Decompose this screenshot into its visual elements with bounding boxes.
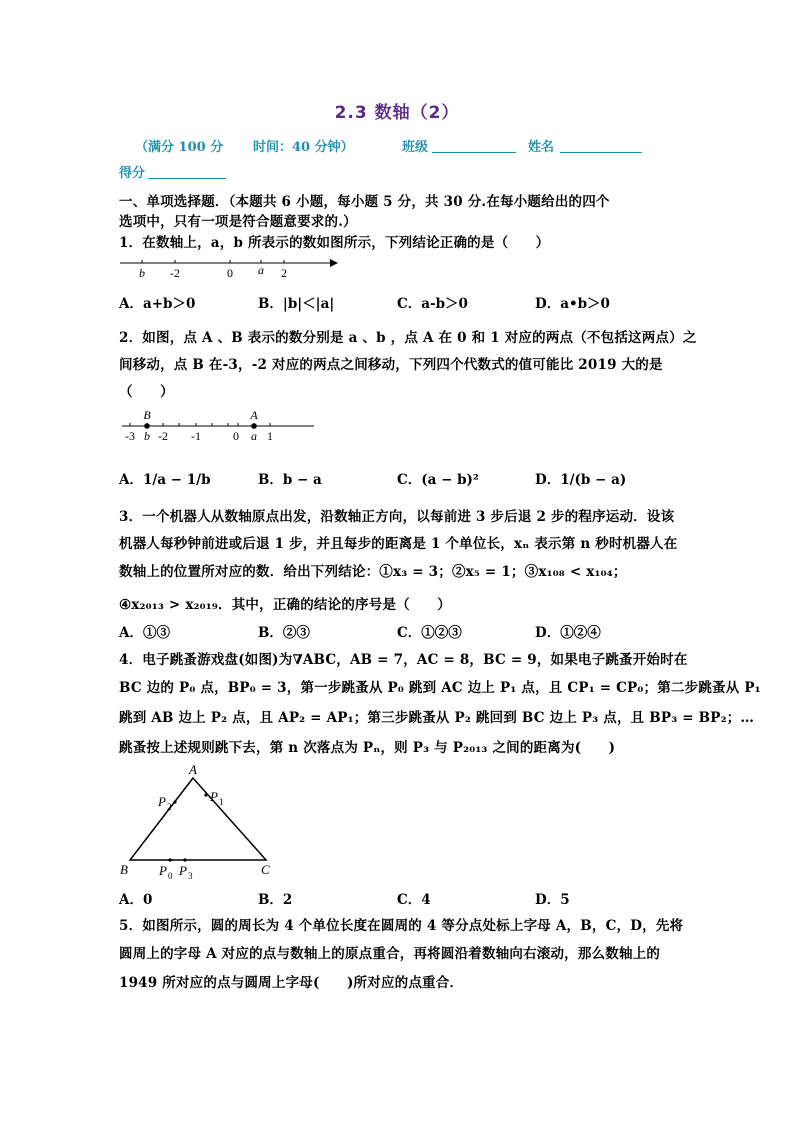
q4-stem-line4: 跳蚤按上述规则跳下去，第 n 次落点为 Pₙ，则 P₃ 与 P₂₀₁₃ 之间的距离为( ) xyxy=(119,740,616,756)
q2-option-d[interactable]: D．1/(b − a) xyxy=(535,472,627,488)
vertex-label-b: B xyxy=(120,862,128,877)
point-label-p2: P xyxy=(158,794,166,809)
q4-triangle-figure xyxy=(115,760,290,880)
q2-tick-label: a xyxy=(251,429,257,443)
time-label: 时间：40 分钟） xyxy=(253,140,354,155)
q2-stem-line3: （ ） xyxy=(119,384,174,400)
q1-option-a[interactable]: A．a+b＞0 xyxy=(119,296,196,312)
q3-stem-line1: 3．一个机器人从数轴原点出发，沿数轴正方向，以每前进 3 步后退 2 步的程序运动．设该 xyxy=(119,509,675,525)
q2-tick-label: -1 xyxy=(191,429,201,443)
point-sub-p0: 0 xyxy=(168,871,173,880)
q3-option-b[interactable]: B．②③ xyxy=(258,625,310,641)
q2-stem-line1: 2．如图，点 A 、B 表示的数分别是 a 、b ，点 A 在 0 和 1 对应的两点（不包括这两点）之 xyxy=(119,330,697,346)
q3-stem-line3: 数轴上的位置所对应的数．给出下列结论：①x₃ = 3；②x₅ = 1；③x₁₀₈ < x₁₀₄； xyxy=(119,564,627,580)
point-sub-p2: 2 xyxy=(167,802,172,812)
vertex-label-c: C xyxy=(261,862,270,877)
q4-option-d[interactable]: D．5 xyxy=(535,892,570,908)
q1-option-b[interactable]: B．|b|＜|a| xyxy=(258,296,335,312)
point-sub-p3: 3 xyxy=(188,871,193,880)
q2-number-line xyxy=(118,408,318,444)
q4-stem-line1: 4．电子跳蚤游戏盘(如图)为∇ABC，AB = 7，AC = 8，BC = 9，如果电子跳蚤开始时在 xyxy=(119,652,688,668)
q4-option-b[interactable]: B．2 xyxy=(258,892,293,908)
class-label: 班级 xyxy=(402,140,429,155)
vertex-label-a: A xyxy=(189,762,197,777)
q1-axis-label: b xyxy=(139,266,145,280)
q1-stem: 1．在数轴上，a，b 所表示的数如图所示，下列结论正确的是（ ） xyxy=(119,235,550,251)
score-label: 得分 xyxy=(119,166,146,181)
q4-stem-line2: BC 边的 P₀ 点，BP₀ = 3，第一步跳蚤从 P₀ 跳到 AC 边上 P₁ 点，且 CP₁ = CP₀；第二步跳蚤从 P₁ xyxy=(119,680,761,696)
full-score-label: （满分 100 分 xyxy=(135,140,224,155)
q2-stem-line2: 间移动，点 B 在-3，-2 对应的两点之间移动，下列四个代数式的值可能比 2019 大的是 xyxy=(119,357,663,373)
q2-tick-label: -3 xyxy=(125,429,135,443)
triangle-abc xyxy=(130,778,266,860)
name-blank[interactable] xyxy=(560,138,642,153)
q3-stem-line4: ④x₂₀₁₃ > x₂₀₁₉．其中，正确的结论的序号是（ ） xyxy=(119,597,451,613)
q2-option-a[interactable]: A．1/a − 1/b xyxy=(119,472,211,488)
point-label-p3: P xyxy=(179,863,187,878)
point-sub-p1: 1 xyxy=(219,797,224,807)
q3-stem-line2: 机器人每秒钟前进或后退 1 步，并且每步的距离是 1 个单位长，xₙ 表示第 n 秒时机器人在 xyxy=(119,536,678,552)
point-label-p1: P xyxy=(210,789,218,804)
q2-tick-label: -2 xyxy=(158,429,168,443)
q1-option-d[interactable]: D．a•b＞0 xyxy=(535,296,610,312)
section-heading-line2: 选项中，只有一项是符合题意要求的.） xyxy=(119,214,357,230)
q2-option-c[interactable]: C．(a − b)² xyxy=(397,472,479,488)
q2-option-b[interactable]: B．b − a xyxy=(258,472,322,488)
q1-axis-label: 2 xyxy=(281,266,287,280)
q2-tick-label: 1 xyxy=(267,429,273,443)
name-label: 姓名 xyxy=(528,140,555,155)
q3-option-d[interactable]: D．①②④ xyxy=(535,625,601,641)
q1-axis-label: -2 xyxy=(170,266,180,280)
q4-option-a[interactable]: A．0 xyxy=(119,892,153,908)
q2-point-label: B xyxy=(143,408,151,422)
q2-point-label: A xyxy=(250,408,258,422)
page-title: 2.3 数轴（2） xyxy=(334,103,460,123)
q1-axis-label: 0 xyxy=(227,266,233,280)
q2-point-b xyxy=(144,423,150,429)
q4-option-c[interactable]: C．4 xyxy=(397,892,431,908)
class-blank[interactable] xyxy=(432,138,516,153)
q1-option-c[interactable]: C．a-b＞0 xyxy=(397,296,468,312)
q2-tick-label: b xyxy=(144,429,150,443)
q2-tick-label: 0 xyxy=(233,429,239,443)
q1-axis-label: a xyxy=(258,263,264,277)
q3-option-c[interactable]: C．①②③ xyxy=(397,625,462,641)
q5-stem-line3: 1949 所对应的点与圆周上字母( )所对应的点重合． xyxy=(119,975,464,991)
q5-stem-line1: 5．如图所示，圆的周长为 4 个单位长度在圆周的 4 等分点处标上字母 A，B，C，D，先将 xyxy=(119,918,684,934)
section-heading-line1: 一、单项选择题．（本题共 6 小题，每小题 5 分，共 30 分.在每小题给出的四个 xyxy=(119,194,610,210)
q1-number-line xyxy=(118,252,338,282)
point-label-p0: P xyxy=(159,863,167,878)
q2-point-a xyxy=(251,423,257,429)
q3-option-a[interactable]: A．①③ xyxy=(119,625,170,641)
score-blank[interactable] xyxy=(148,164,226,179)
q4-stem-line3: 跳到 AB 边上 P₂ 点，且 AP₂ = AP₁；第三步跳蚤从 P₂ 跳回到 BC 边上 P₃ 点，且 BP₃ = BP₂；… xyxy=(119,710,755,726)
q5-stem-line2: 圆周上的字母 A 对应的点与数轴上的原点重合，再将圆沿着数轴向右滚动，那么数轴上的 xyxy=(119,946,661,962)
